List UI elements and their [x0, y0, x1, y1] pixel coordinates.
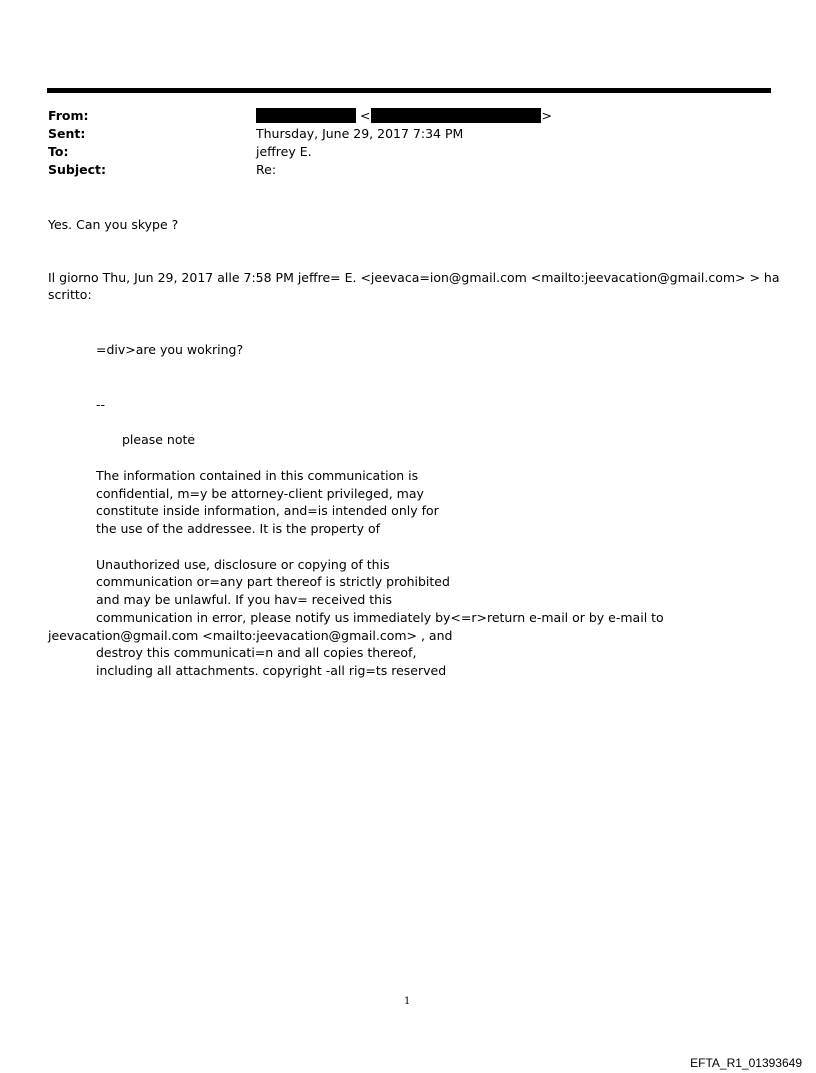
sent-label: Sent: [48, 126, 86, 141]
disclaimer-line: destroy this communicati=n and all copies thereof, [96, 645, 417, 660]
disclaimer-line: The information contained in this communication is [96, 468, 419, 483]
to-value: jeffrey E. [256, 144, 312, 159]
redacted-sender-name [256, 108, 356, 123]
from-lt: < [360, 108, 371, 123]
to-label: To: [48, 144, 69, 159]
quoted-message: =div>are you wokring? [96, 342, 244, 357]
page-number: 1 [404, 996, 411, 1007]
subject-label: Subject: [48, 162, 106, 177]
disclaimer-email-line: jeevacation@gmail.com <mailto:jeevacation@gmail.com> , and [48, 628, 453, 643]
quote-intro-line1: Il giorno Thu, Jun 29, 2017 alle 7:58 PM jeffre= E. <jeevaca=ion@gmail.com <mailto:jeevacation@gmail.com> > ha [48, 270, 780, 285]
disclaimer-line: communication in error, please notify us immediately by<=r>return e-mail or by e-mail to [96, 610, 664, 625]
quote-intro-line2: scritto: [48, 287, 92, 302]
disclaimer-line: constitute inside information, and=is intended only for [96, 503, 439, 518]
sent-value: Thursday, June 29, 2017 7:34 PM [256, 126, 464, 141]
disclaimer-line: communication or=any part thereof is strictly prohibited [96, 574, 450, 589]
redacted-sender-email [371, 108, 541, 123]
disclaimer-line: including all attachments. copyright -all rig=ts reserved [96, 663, 447, 678]
bates-id: EFTA_R1_01393649 [690, 1056, 802, 1070]
signature-separator: -- [96, 397, 106, 412]
please-note: please note [122, 432, 196, 447]
from-value [256, 107, 552, 125]
disclaimer-line: Unauthorized use, disclosure or copying of this [96, 557, 390, 572]
from-label: From: [48, 108, 89, 123]
subject-value: Re: [256, 162, 277, 177]
header-rule [47, 88, 771, 93]
disclaimer-line: the use of the addressee. It is the property of [96, 521, 381, 536]
reply-text: Yes. Can you skype ? [48, 217, 179, 232]
disclaimer-line: confidential, m=y be attorney-client privileged, may [96, 486, 424, 501]
disclaimer-line: and may be unlawful. If you hav= received this [96, 592, 393, 607]
from-gt: > [541, 108, 552, 123]
